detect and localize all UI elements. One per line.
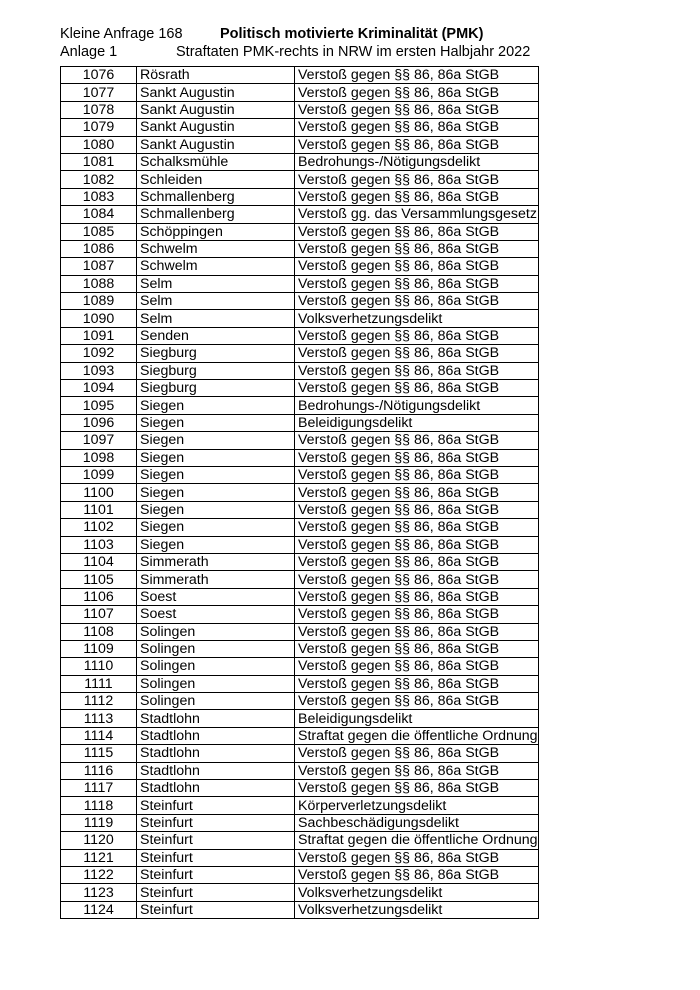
row-number: 1118	[61, 797, 137, 814]
city-name: Siegen	[137, 519, 295, 536]
table-row	[61, 536, 539, 553]
row-number: 1093	[61, 362, 137, 379]
row-number: 1078	[61, 101, 137, 118]
offense-type: Verstoß gegen §§ 86, 86a StGB	[295, 606, 539, 623]
offense-type: Verstoß gegen §§ 86, 86a StGB	[295, 101, 539, 118]
row-number: 1124	[61, 901, 137, 918]
city-name: Siegburg	[137, 380, 295, 397]
city-name: Siegen	[137, 414, 295, 431]
table-row	[61, 414, 539, 431]
table-row	[61, 310, 539, 327]
table-row	[61, 623, 539, 640]
row-number: 1113	[61, 710, 137, 727]
offense-type: Verstoß gegen §§ 86, 86a StGB	[295, 293, 539, 310]
table-row	[61, 519, 539, 536]
table-row	[61, 153, 539, 170]
offense-type: Verstoß gegen §§ 86, 86a StGB	[295, 380, 539, 397]
offense-type: Verstoß gegen §§ 86, 86a StGB	[295, 275, 539, 292]
row-number: 1106	[61, 588, 137, 605]
city-name: Siegburg	[137, 345, 295, 362]
row-number: 1117	[61, 780, 137, 797]
offense-type: Verstoß gegen §§ 86, 86a StGB	[295, 693, 539, 710]
offense-type: Straftat gegen die öffentliche Ordnung	[295, 832, 539, 849]
table-row	[61, 866, 539, 883]
city-name: Siegen	[137, 501, 295, 518]
row-number: 1107	[61, 606, 137, 623]
table-row	[61, 501, 539, 518]
table-row	[61, 640, 539, 657]
table-row	[61, 119, 539, 136]
city-name: Steinfurt	[137, 884, 295, 901]
row-number: 1096	[61, 414, 137, 431]
table-row	[61, 901, 539, 918]
table-row	[61, 275, 539, 292]
city-name: Soest	[137, 588, 295, 605]
city-name: Schwelm	[137, 258, 295, 275]
offense-type: Verstoß gegen §§ 86, 86a StGB	[295, 849, 539, 866]
offense-type: Verstoß gegen §§ 86, 86a StGB	[295, 588, 539, 605]
row-number: 1091	[61, 327, 137, 344]
table-row	[61, 84, 539, 101]
city-name: Schalksmühle	[137, 153, 295, 170]
city-name: Selm	[137, 275, 295, 292]
row-number: 1116	[61, 762, 137, 779]
offense-type: Verstoß gegen §§ 86, 86a StGB	[295, 553, 539, 570]
offense-type: Volksverhetzungsdelikt	[295, 901, 539, 918]
offense-type: Verstoß gegen §§ 86, 86a StGB	[295, 223, 539, 240]
offense-type: Verstoß gegen §§ 86, 86a StGB	[295, 466, 539, 483]
table-row	[61, 675, 539, 692]
table-row	[61, 884, 539, 901]
row-number: 1099	[61, 466, 137, 483]
row-number: 1123	[61, 884, 137, 901]
row-number: 1094	[61, 380, 137, 397]
row-number: 1119	[61, 814, 137, 831]
offense-type: Verstoß gegen §§ 86, 86a StGB	[295, 84, 539, 101]
table-row	[61, 362, 539, 379]
city-name: Siegen	[137, 484, 295, 501]
offense-table	[60, 66, 539, 919]
offense-type: Verstoß gegen §§ 86, 86a StGB	[295, 449, 539, 466]
row-number: 1087	[61, 258, 137, 275]
city-name: Solingen	[137, 675, 295, 692]
table-row	[61, 449, 539, 466]
row-number: 1121	[61, 849, 137, 866]
attachment-label: Anlage 1	[60, 44, 118, 60]
document-subtitle: Straftaten PMK-rechts in NRW im ersten Halbjahr 2022	[176, 44, 531, 60]
city-name: Solingen	[137, 693, 295, 710]
city-name: Schleiden	[137, 171, 295, 188]
city-name: Stadtlohn	[137, 745, 295, 762]
table-row	[61, 693, 539, 710]
row-number: 1103	[61, 536, 137, 553]
table-row	[61, 67, 539, 84]
offense-type: Körperverletzungsdelikt	[295, 797, 539, 814]
table-row	[61, 258, 539, 275]
row-number: 1090	[61, 310, 137, 327]
table-row	[61, 727, 539, 744]
city-name: Schöppingen	[137, 223, 295, 240]
table-row	[61, 780, 539, 797]
city-name: Stadtlohn	[137, 780, 295, 797]
city-name: Soest	[137, 606, 295, 623]
table-row	[61, 223, 539, 240]
table-row	[61, 571, 539, 588]
table-row	[61, 484, 539, 501]
city-name: Selm	[137, 293, 295, 310]
table-row	[61, 710, 539, 727]
city-name: Sankt Augustin	[137, 119, 295, 136]
row-number: 1085	[61, 223, 137, 240]
row-number: 1112	[61, 693, 137, 710]
table-row	[61, 762, 539, 779]
table-row	[61, 849, 539, 866]
city-name: Sankt Augustin	[137, 84, 295, 101]
city-name: Solingen	[137, 640, 295, 657]
city-name: Solingen	[137, 658, 295, 675]
table-row	[61, 206, 539, 223]
city-name: Stadtlohn	[137, 762, 295, 779]
offense-type: Verstoß gegen §§ 86, 86a StGB	[295, 484, 539, 501]
row-number: 1122	[61, 866, 137, 883]
city-name: Stadtlohn	[137, 710, 295, 727]
offense-type: Beleidigungsdelikt	[295, 710, 539, 727]
offense-type: Verstoß gegen §§ 86, 86a StGB	[295, 519, 539, 536]
table-row	[61, 588, 539, 605]
city-name: Selm	[137, 310, 295, 327]
offense-type: Verstoß gegen §§ 86, 86a StGB	[295, 119, 539, 136]
offense-type: Verstoß gegen §§ 86, 86a StGB	[295, 171, 539, 188]
table-row	[61, 466, 539, 483]
city-name: Senden	[137, 327, 295, 344]
offense-type: Verstoß gegen §§ 86, 86a StGB	[295, 345, 539, 362]
table-row	[61, 745, 539, 762]
offense-type: Verstoß gegen §§ 86, 86a StGB	[295, 240, 539, 257]
city-name: Siegen	[137, 449, 295, 466]
city-name: Steinfurt	[137, 849, 295, 866]
table-row	[61, 397, 539, 414]
table-row	[61, 240, 539, 257]
offense-type: Bedrohungs-/Nötigungsdelikt	[295, 153, 539, 170]
document-reference: Kleine Anfrage 168	[60, 26, 183, 42]
city-name: Siegen	[137, 536, 295, 553]
offense-type: Verstoß gegen §§ 86, 86a StGB	[295, 67, 539, 84]
row-number: 1095	[61, 397, 137, 414]
offense-type: Volksverhetzungsdelikt	[295, 884, 539, 901]
table-row	[61, 432, 539, 449]
row-number: 1097	[61, 432, 137, 449]
city-name: Siegen	[137, 432, 295, 449]
offense-type: Sachbeschädigungsdelikt	[295, 814, 539, 831]
row-number: 1109	[61, 640, 137, 657]
row-number: 1081	[61, 153, 137, 170]
city-name: Siegburg	[137, 362, 295, 379]
document-title: Politisch motivierte Kriminalität (PMK)	[220, 26, 484, 42]
table-row	[61, 606, 539, 623]
row-number: 1105	[61, 571, 137, 588]
city-name: Steinfurt	[137, 814, 295, 831]
city-name: Siegen	[137, 466, 295, 483]
row-number: 1120	[61, 832, 137, 849]
city-name: Schwelm	[137, 240, 295, 257]
table-row	[61, 553, 539, 570]
offense-type: Verstoß gegen §§ 86, 86a StGB	[295, 501, 539, 518]
row-number: 1082	[61, 171, 137, 188]
offense-type: Verstoß gegen §§ 86, 86a StGB	[295, 571, 539, 588]
table-row	[61, 345, 539, 362]
row-number: 1089	[61, 293, 137, 310]
table-row	[61, 814, 539, 831]
offense-type: Verstoß gegen §§ 86, 86a StGB	[295, 658, 539, 675]
city-name: Siegen	[137, 397, 295, 414]
city-name: Simmerath	[137, 553, 295, 570]
row-number: 1079	[61, 119, 137, 136]
offense-type: Verstoß gegen §§ 86, 86a StGB	[295, 327, 539, 344]
city-name: Steinfurt	[137, 866, 295, 883]
table-row	[61, 832, 539, 849]
city-name: Simmerath	[137, 571, 295, 588]
table-row	[61, 171, 539, 188]
city-name: Schmallenberg	[137, 206, 295, 223]
offense-type: Verstoß gegen §§ 86, 86a StGB	[295, 536, 539, 553]
row-number: 1098	[61, 449, 137, 466]
row-number: 1110	[61, 658, 137, 675]
city-name: Steinfurt	[137, 797, 295, 814]
offense-table-body	[61, 67, 539, 919]
offense-type: Verstoß gegen §§ 86, 86a StGB	[295, 866, 539, 883]
row-number: 1077	[61, 84, 137, 101]
table-row	[61, 188, 539, 205]
offense-type: Verstoß gegen §§ 86, 86a StGB	[295, 362, 539, 379]
offense-type: Straftat gegen die öffentliche Ordnung	[295, 727, 539, 744]
city-name: Solingen	[137, 623, 295, 640]
offense-type: Verstoß gegen §§ 86, 86a StGB	[295, 432, 539, 449]
offense-type: Verstoß gg. das Versammlungsgesetz	[295, 206, 539, 223]
row-number: 1114	[61, 727, 137, 744]
table-row	[61, 380, 539, 397]
row-number: 1104	[61, 553, 137, 570]
row-number: 1100	[61, 484, 137, 501]
offense-type: Verstoß gegen §§ 86, 86a StGB	[295, 780, 539, 797]
offense-type: Verstoß gegen §§ 86, 86a StGB	[295, 258, 539, 275]
row-number: 1115	[61, 745, 137, 762]
table-row	[61, 293, 539, 310]
city-name: Steinfurt	[137, 901, 295, 918]
city-name: Sankt Augustin	[137, 136, 295, 153]
city-name: Stadtlohn	[137, 727, 295, 744]
table-row	[61, 136, 539, 153]
table-row	[61, 327, 539, 344]
city-name: Steinfurt	[137, 832, 295, 849]
row-number: 1108	[61, 623, 137, 640]
table-row	[61, 658, 539, 675]
city-name: Rösrath	[137, 67, 295, 84]
row-number: 1083	[61, 188, 137, 205]
offense-type: Verstoß gegen §§ 86, 86a StGB	[295, 136, 539, 153]
offense-type: Verstoß gegen §§ 86, 86a StGB	[295, 640, 539, 657]
city-name: Sankt Augustin	[137, 101, 295, 118]
row-number: 1111	[61, 675, 137, 692]
offense-type: Bedrohungs-/Nötigungsdelikt	[295, 397, 539, 414]
offense-type: Verstoß gegen §§ 86, 86a StGB	[295, 675, 539, 692]
row-number: 1076	[61, 67, 137, 84]
row-number: 1084	[61, 206, 137, 223]
offense-type: Verstoß gegen §§ 86, 86a StGB	[295, 188, 539, 205]
row-number: 1080	[61, 136, 137, 153]
row-number: 1088	[61, 275, 137, 292]
offense-type: Verstoß gegen §§ 86, 86a StGB	[295, 623, 539, 640]
offense-type: Beleidigungsdelikt	[295, 414, 539, 431]
table-row	[61, 101, 539, 118]
row-number: 1086	[61, 240, 137, 257]
row-number: 1101	[61, 501, 137, 518]
city-name: Schmallenberg	[137, 188, 295, 205]
table-row	[61, 797, 539, 814]
row-number: 1102	[61, 519, 137, 536]
offense-type: Volksverhetzungsdelikt	[295, 310, 539, 327]
row-number: 1092	[61, 345, 137, 362]
offense-type: Verstoß gegen §§ 86, 86a StGB	[295, 762, 539, 779]
offense-type: Verstoß gegen §§ 86, 86a StGB	[295, 745, 539, 762]
